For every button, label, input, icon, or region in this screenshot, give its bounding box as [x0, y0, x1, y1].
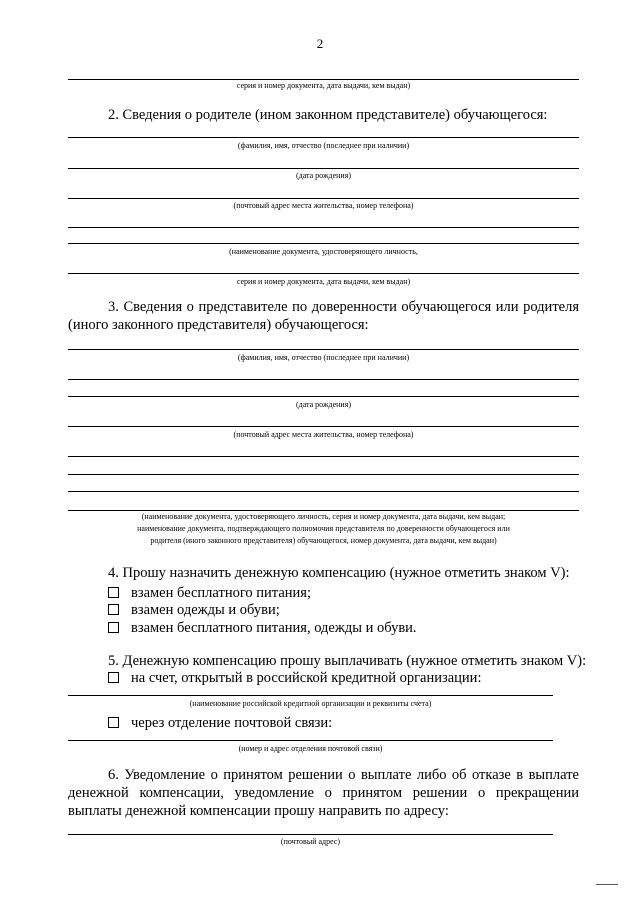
scan-mark	[596, 884, 618, 885]
section-6-title: 6. Уведомление о принятом решении о выплате либо об отказе в выплате денежной компенсации, уведомление о принятом решении о прекращении выплаты денежной компенсации прошу направить по адресу:	[68, 767, 579, 819]
fill-line[interactable]	[68, 79, 579, 80]
field-caption: наименование документа, подтверждающего полномочия представителя по доверенности обучающегося или	[137, 524, 510, 533]
compensation-option-clothing[interactable]	[108, 601, 280, 619]
fill-line[interactable]	[68, 137, 579, 138]
fill-line[interactable]	[68, 227, 579, 228]
field-caption: (почтовый адрес места жительства, номер телефона)	[233, 430, 414, 439]
field-caption: (почтовый адрес места жительства, номер телефона)	[233, 201, 414, 210]
payment-option-bank[interactable]	[108, 669, 481, 687]
checkbox[interactable]	[108, 672, 119, 683]
fill-line[interactable]	[68, 834, 553, 835]
field-caption: (почтовый адрес)	[280, 837, 341, 846]
compensation-option-food-clothing[interactable]	[108, 619, 417, 637]
field-caption: родителя (иного законного представителя) обучающегося, номер документа, дата выдачи, кем выдан)	[150, 536, 497, 545]
fill-line[interactable]	[68, 168, 579, 169]
field-caption: (дата рождения)	[295, 171, 352, 180]
fill-line[interactable]	[68, 349, 579, 350]
section-2-title: 2. Сведения о родителе (ином законном представителе) обучающегося:	[108, 107, 548, 123]
fill-line[interactable]	[68, 510, 579, 511]
fill-line[interactable]	[68, 379, 579, 380]
option-label: на счет, открытый в российской кредитной организации:	[131, 670, 482, 686]
field-caption: (наименование документа, удостоверяющего личность, серия и номер документа, дата выдачи, кем выдан;	[141, 512, 506, 521]
option-label: взамен бесплатного питания;	[131, 585, 311, 601]
field-caption: (наименование документа, удостоверяющего личность,	[229, 247, 418, 256]
field-caption: (наименование российской кредитной организации и реквизиты счета)	[189, 699, 432, 708]
checkbox[interactable]	[108, 717, 119, 728]
section-3-title: 3. Сведения о представителе по доверенности обучающегося или родителя (иного законного представителя) обучающегося:	[68, 299, 579, 333]
compensation-option-food[interactable]	[108, 584, 311, 602]
fill-line[interactable]	[68, 740, 553, 741]
fill-line[interactable]	[68, 474, 579, 475]
page-number: 2	[316, 36, 324, 51]
fill-line[interactable]	[68, 426, 579, 427]
field-caption: (дата рождения)	[295, 400, 352, 409]
option-label: взамен бесплатного питания, одежды и обуви.	[131, 620, 417, 636]
fill-line[interactable]	[68, 198, 579, 199]
option-label: через отделение почтовой связи:	[131, 715, 333, 731]
fill-line[interactable]	[68, 273, 579, 274]
checkbox[interactable]	[108, 604, 119, 615]
fill-line[interactable]	[68, 695, 553, 696]
checkbox[interactable]	[108, 622, 119, 633]
field-caption: (фамилия, имя, отчество (последнее при наличии)	[237, 353, 410, 362]
field-caption: (фамилия, имя, отчество (последнее при наличии)	[237, 141, 410, 150]
option-label: взамен одежды и обуви;	[131, 602, 280, 618]
fill-line[interactable]	[68, 396, 579, 397]
field-caption: (номер и адрес отделения почтовой связи)	[238, 744, 383, 753]
section-4-title: 4. Прошу назначить денежную компенсацию (нужное отметить знаком V):	[108, 565, 570, 581]
payment-option-post[interactable]	[108, 714, 332, 732]
fill-line[interactable]	[68, 491, 579, 492]
field-caption: серия и номер документа, дата выдачи, кем выдан)	[236, 81, 411, 90]
fill-line[interactable]	[68, 243, 579, 244]
field-caption: серия и номер документа, дата выдачи, кем выдан)	[236, 277, 411, 286]
fill-line[interactable]	[68, 456, 579, 457]
checkbox[interactable]	[108, 587, 119, 598]
section-5-title: 5. Денежную компенсацию прошу выплачивать (нужное отметить знаком V):	[108, 653, 587, 669]
